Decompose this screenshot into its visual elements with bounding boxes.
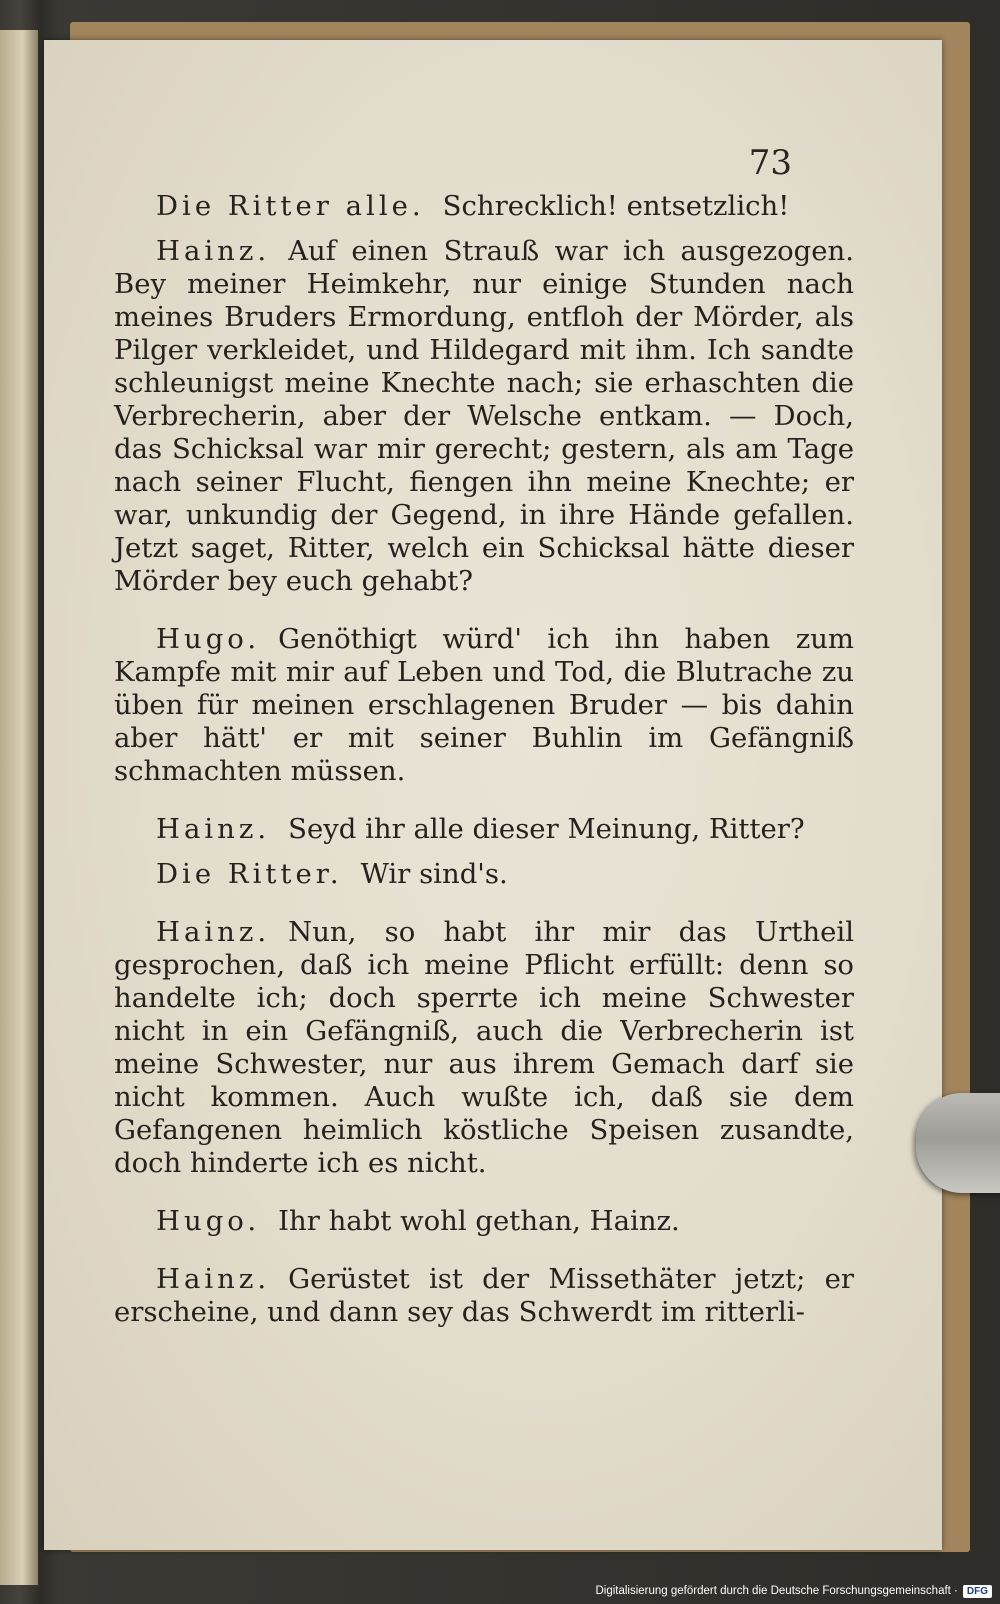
speaker-name: Die Ritter alle.: [156, 190, 425, 222]
paragraph: [114, 1205, 854, 1238]
dfg-logo: DFG: [963, 1585, 992, 1598]
paragraph: [114, 1263, 854, 1329]
dialogue-text: Ihr habt wohl gethan, Hainz.: [278, 1205, 680, 1237]
dialogue-text: Wir sind's.: [360, 858, 508, 890]
dialogue-text: Genöthigt würd' ich ihn haben zum Kampfe mit mir auf Leben und Tod, die Blutrache zu üben für meinen erschlagenen Bruder — bis dahin aber hätt' er mit seiner Buhlin im Gefängniß schmachten müssen.: [114, 623, 854, 787]
book-page: [44, 40, 942, 1550]
speaker-name: Hainz.: [156, 916, 271, 948]
dialogue-text: Auf einen Strauß war ich ausgezogen. Bey meiner Heimkehr, nur einige Stunden nach meines Bruders Ermordung, entfloh der Mörder, als Pilger verkleidet, und Hildegard mit ihm. Ich sandte schleunigst meine Knechte nach; sie erhaschten die Verbrecherin, aber der Welsche entkam. — Doch, das Schicksal war mir gerecht; gestern, als am Tage nach seiner Flucht, fiengen ihn meine Knechte; er war, unkundig der Gegend, in ihre Hände gefallen. Jetzt saget, Ritter, welch ein Schicksal hätte dieser Mörder bey euch gehabt?: [114, 235, 854, 597]
dialogue-text: Schrecklich! entsetzlich!: [442, 190, 790, 222]
left-page-edge: [0, 30, 38, 1585]
paragraph: [114, 235, 854, 598]
digitization-credit: [595, 1581, 992, 1601]
speaker-name: Die Ritter.: [156, 858, 343, 890]
page-text: [114, 190, 854, 1354]
page-clip: [916, 1093, 1000, 1193]
speaker-name: Hugo.: [156, 623, 261, 655]
speaker-name: Hainz.: [156, 813, 271, 845]
dialogue-text: Seyd ihr alle dieser Meinung, Ritter?: [288, 813, 805, 845]
page-number: 73: [748, 143, 792, 183]
paragraph: [114, 813, 854, 846]
paragraph: [114, 623, 854, 788]
paragraph: [114, 916, 854, 1180]
dialogue-text: Nun, so habt ihr mir das Urtheil gesprochen, daß ich meine Pflicht erfüllt: denn so handelte ich; doch sperrte ich meine Schwester nicht in ein Gefängniß, auch die Verbrecherin ist meine Schwester, nur aus ihrem Gemach darf sie nicht kommen. Auch wußte ich, daß sie dem Gefangenen heimlich köstliche Speisen zusandte, doch hinderte ich es nicht.: [114, 916, 854, 1179]
speaker-name: Hainz.: [156, 1263, 271, 1295]
speaker-name: Hugo.: [156, 1205, 261, 1237]
paragraph: [114, 190, 854, 223]
dialogue-text: Gerüstet ist der Missethäter jetzt; er erscheine, und dann sey das Schwerdt im ritterli-: [114, 1263, 854, 1328]
credit-text: Digitalisierung gefördert durch die Deutsche Forschungsgemeinschaft ·: [595, 1585, 958, 1597]
speaker-name: Hainz.: [156, 235, 271, 267]
paragraph: [114, 858, 854, 891]
